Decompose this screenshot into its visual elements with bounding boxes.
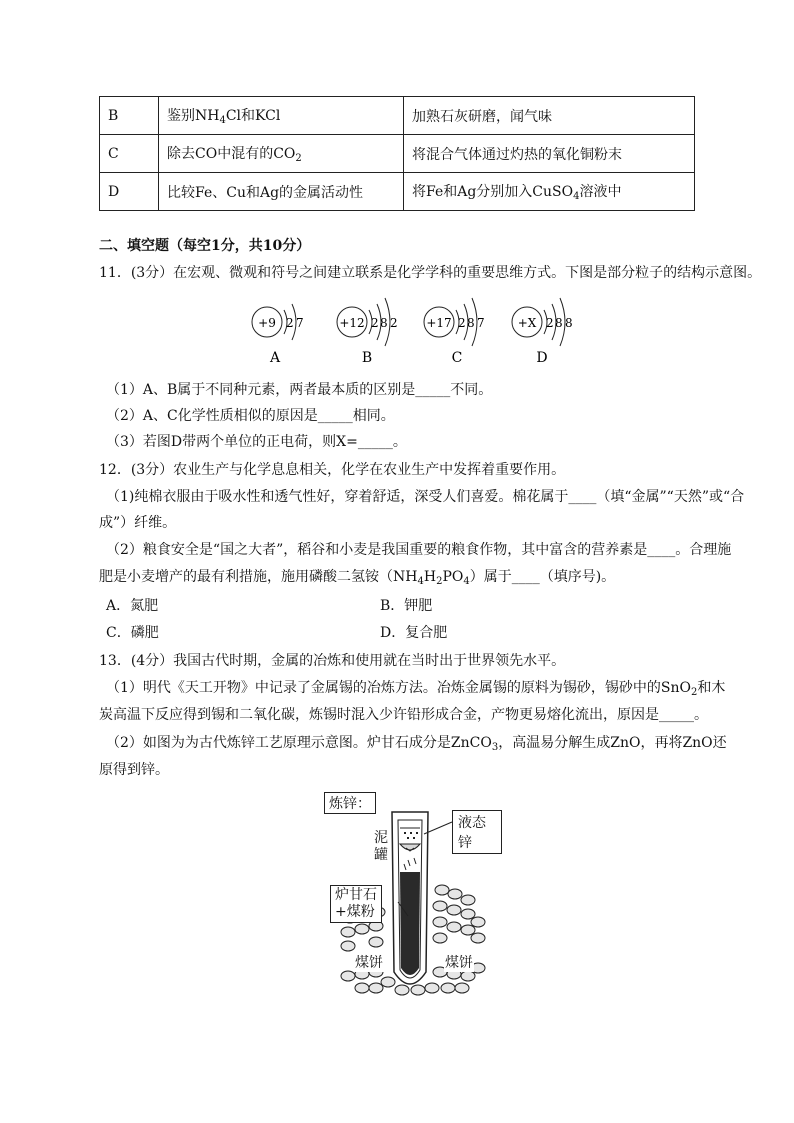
atom-a-shell-1: 2 — [286, 316, 294, 330]
q12-part-1-line-1: （1)纯棉衣服由于吸水性和透气性好，穿着舒适，深受人们喜爱。棉花属于____（填“金属”“天然”或“合 — [106, 489, 745, 505]
row-label: B — [100, 97, 159, 135]
q11-part-1: （1）A、B属于不同种元素，两者最本质的区别是_____不同。 — [106, 382, 493, 398]
atom-a — [252, 304, 304, 366]
atom-b-shell-2: 8 — [380, 316, 388, 330]
q13-part-1-line-1: （1）明代《天工开物》中记录了金属锡的冶炼方法。冶炼金属锡的原料为锡砂，锡砂中的SnO$_2$和木 — [106, 680, 726, 698]
row-label: C — [100, 135, 159, 173]
atom-b-nucleus: +12 — [339, 316, 365, 330]
row-method: 加熟石灰研磨，闻气味 — [404, 97, 695, 135]
q13-part-2-line-1: （2）如图为为古代炼锌工艺原理示意图。炉甘石成分是ZnCO$_3$，高温易分解生成ZnO，再将ZnO还 — [106, 735, 727, 753]
options-table — [99, 96, 695, 211]
q11-part-3: （3）若图D带两个单位的正电荷，则X=_____。 — [106, 434, 407, 450]
table-row — [100, 173, 695, 211]
row-method: 将Fe和Ag分别加入CuSO$_4$溶液中 — [404, 173, 695, 211]
atom-d-shell-2: 8 — [555, 316, 563, 330]
q13-part-2-line-2: 原得到锌。 — [99, 762, 169, 778]
atom-b-shell-1: 2 — [371, 316, 379, 330]
ore-label: 炉甘石 — [335, 887, 377, 903]
atom-c-label: C — [451, 350, 463, 366]
atom-d — [512, 298, 573, 366]
liquid-zinc-label-box — [452, 810, 502, 854]
atom-b-label: B — [361, 350, 373, 366]
q13-stem: 13．(4分）我国古代时期，金属的冶炼和使用就在当时出于世界领先水平。 — [99, 653, 566, 669]
row-goal: 除去CO中混有的$CO_2$ — [159, 135, 404, 173]
zinc-smelting-diagram — [322, 790, 502, 1000]
diagram-title-box — [324, 792, 376, 814]
table-row — [100, 97, 695, 135]
atom-a-label: A — [269, 350, 281, 366]
q12-part-1-line-2: 成”）纤维。 — [99, 515, 177, 531]
q12-option-b: B．钾肥 — [380, 598, 433, 614]
atom-a-nucleus: +9 — [258, 316, 276, 330]
q12-option-d: D．复合肥 — [380, 625, 448, 641]
atom-structure-diagram — [240, 288, 600, 370]
q11-part-2: （2）A、C化学性质相似的原因是_____相同。 — [106, 408, 395, 424]
row-goal: 鉴别$NH_4Cl$和KCl — [159, 97, 404, 135]
table-row — [100, 135, 695, 173]
atom-d-label: D — [536, 350, 548, 366]
q12-part-2-line-2: 肥是小麦增产的最有利措施，施用磷酸二氢铵$(NH_4H_2PO_4)$属于____（填序号)。 — [99, 569, 616, 587]
atom-b-shell-3: 2 — [390, 316, 398, 330]
atom-c-shell-2: 8 — [467, 316, 475, 330]
atom-c-shell-3: 7 — [477, 316, 485, 330]
row-label: D — [100, 173, 159, 211]
coal-powder-label: +煤粉 — [335, 904, 375, 920]
q12-option-a: A．氮肥 — [106, 598, 159, 614]
coal-cake-left-label: 煤饼 — [354, 952, 384, 972]
ore-label-box — [330, 885, 382, 923]
clay-pot-label: 泥罐 — [374, 830, 388, 863]
q12-option-c: C．磷肥 — [106, 625, 159, 641]
diagram-title: 炼锌： — [329, 796, 371, 812]
atom-d-shell-3: 8 — [565, 316, 573, 330]
coal-cake-right-label: 煤饼 — [444, 952, 474, 972]
atom-c-nucleus: +17 — [426, 316, 452, 330]
row-method: 将混合气体通过灼热的氧化铜粉末 — [404, 135, 695, 173]
q12-stem: 12．(3分）农业生产与化学息息相关，化学在农业生产中发挥着重要作用。 — [99, 462, 566, 478]
q11-stem: 11．(3分）在宏观、微观和符号之间建立联系是化学学科的重要思维方式。下图是部分粒子的结构示意图。 — [99, 265, 762, 281]
atom-a-shell-2: 7 — [296, 316, 304, 330]
q12-part-2-line-1: （2）粮食安全是“国之大者”，稻谷和小麦是我国重要的粮食作物，其中富含的营养素是____。合理施 — [106, 542, 732, 558]
q13-part-1-line-2: 炭高温下反应得到锡和二氧化碳，炼锡时混入少许铅形成合金，产物更易熔化流出，原因是_____。 — [99, 707, 708, 723]
atom-c-shell-1: 2 — [458, 316, 466, 330]
atom-c — [424, 298, 485, 366]
row-goal: 比较Fe、Cu和Ag的金属活动性 — [159, 173, 404, 211]
liquid-zinc-label: 液态锌 — [458, 815, 486, 851]
atom-d-nucleus: +X — [517, 316, 537, 330]
atom-d-shell-1: 2 — [546, 316, 554, 330]
section-heading: 二、填空题（每空1分，共10分） — [99, 238, 311, 254]
atom-b — [337, 298, 398, 366]
